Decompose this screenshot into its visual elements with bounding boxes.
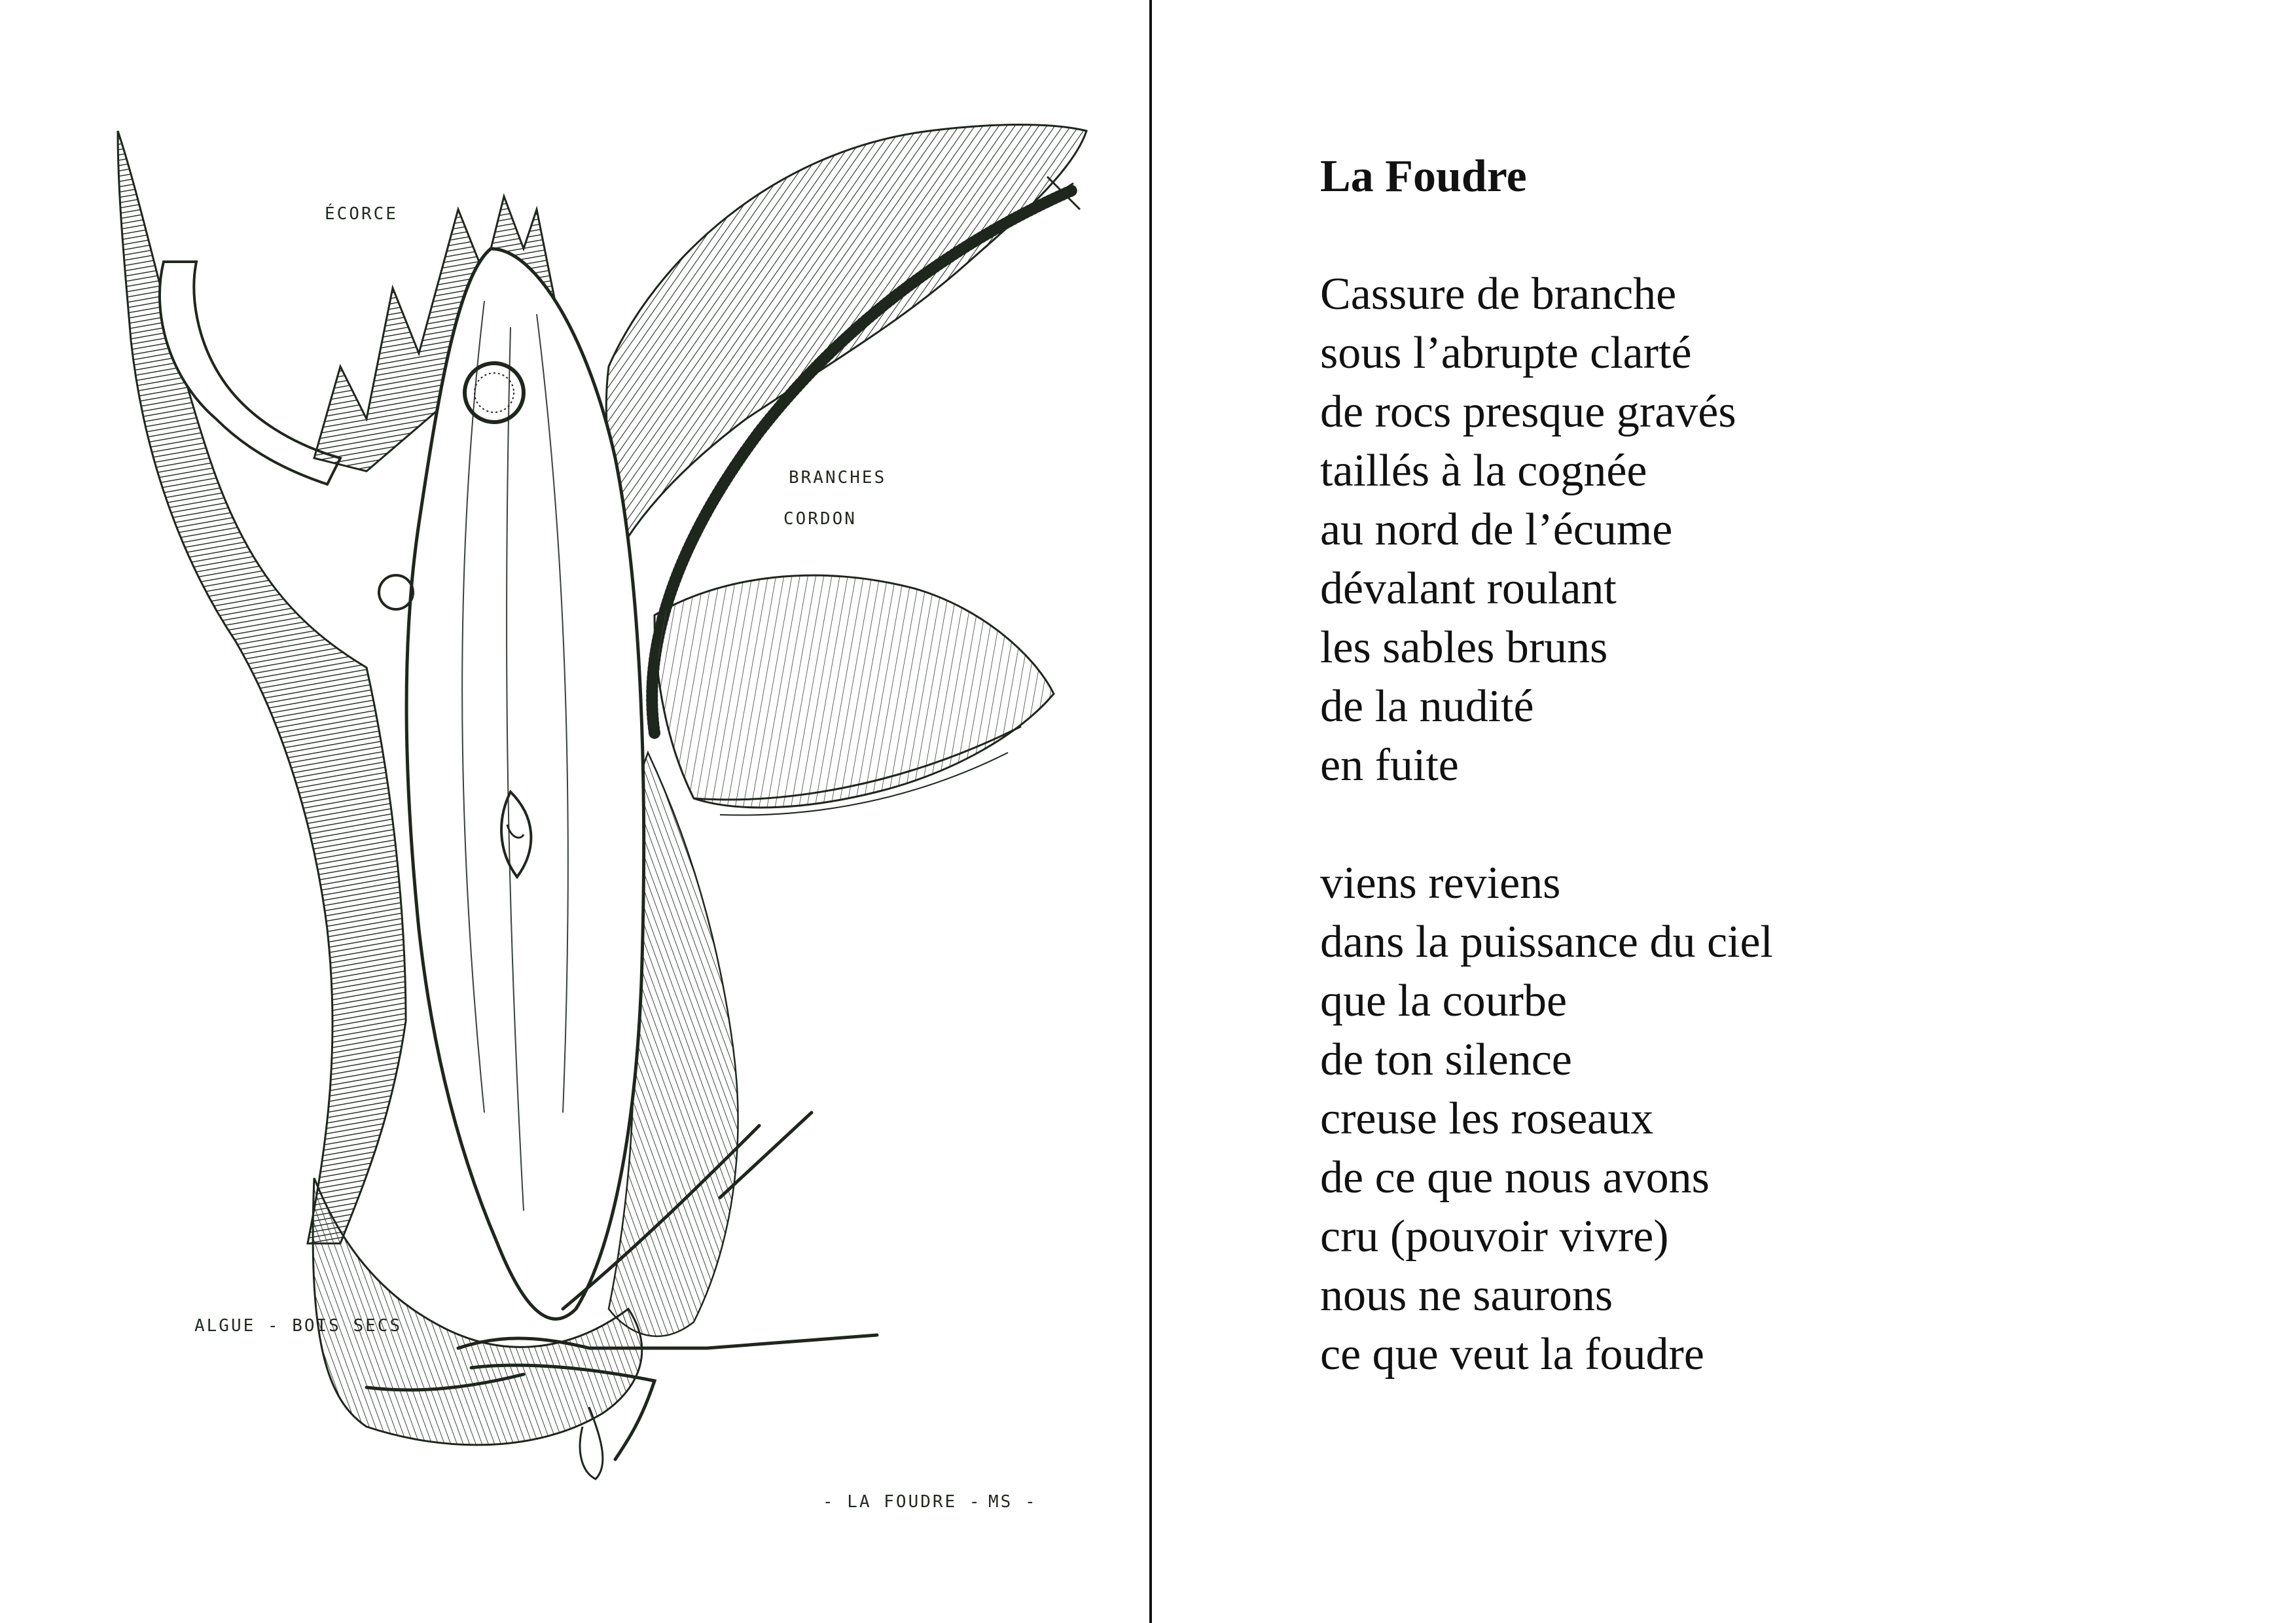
poem-line: de ce que nous avons — [1320, 1152, 1710, 1203]
poem-line: nous ne saurons — [1320, 1270, 1613, 1321]
poem-line: au nord de l’écume — [1320, 505, 1673, 555]
poem-line: creuse les roseaux — [1320, 1094, 1654, 1144]
stanza-2 — [1320, 854, 2236, 1384]
poem-line: que la courbe — [1320, 976, 1568, 1026]
poem-line: sous l’abrupte clarté — [1320, 328, 1692, 378]
poem-line: viens reviens — [1320, 858, 1561, 908]
poem-title: La Foudre — [1320, 151, 1527, 202]
poem-line: taillés à la cognée — [1320, 446, 1647, 496]
poem-line: de la nudité — [1320, 681, 1534, 732]
stanza-1 — [1320, 265, 2236, 795]
poem-line: de ton silence — [1320, 1035, 1572, 1085]
poem-line: de rocs presque gravés — [1320, 387, 1736, 437]
branch-leaf — [655, 575, 1054, 808]
poem-page — [1152, 0, 2296, 1623]
poem-line: les sables bruns — [1320, 622, 1608, 673]
label-cordon: CORDON — [783, 509, 857, 529]
poem-line: Cassure de branche — [1320, 269, 1677, 319]
poem-line: dévalant roulant — [1320, 563, 1617, 614]
drawing-signature-initials: MS - — [988, 1492, 1037, 1512]
poem-line: ce que veut la foudre — [1320, 1329, 1704, 1380]
poem — [1320, 147, 2236, 1443]
poem-line: cru (pouvoir vivre) — [1320, 1211, 1669, 1262]
drawing-signature-title: - LA FOUDRE - — [823, 1492, 982, 1512]
poem-line: en fuite — [1320, 740, 1459, 791]
poem-line: dans la puissance du ciel — [1320, 917, 1774, 967]
label-branches: BRANCHES — [789, 468, 887, 488]
label-ecorce: ÉCORCE — [325, 204, 398, 224]
knot-ring-small — [379, 575, 413, 609]
label-algue-bois-secs: ALGUE - BOIS SECS — [194, 1316, 403, 1336]
